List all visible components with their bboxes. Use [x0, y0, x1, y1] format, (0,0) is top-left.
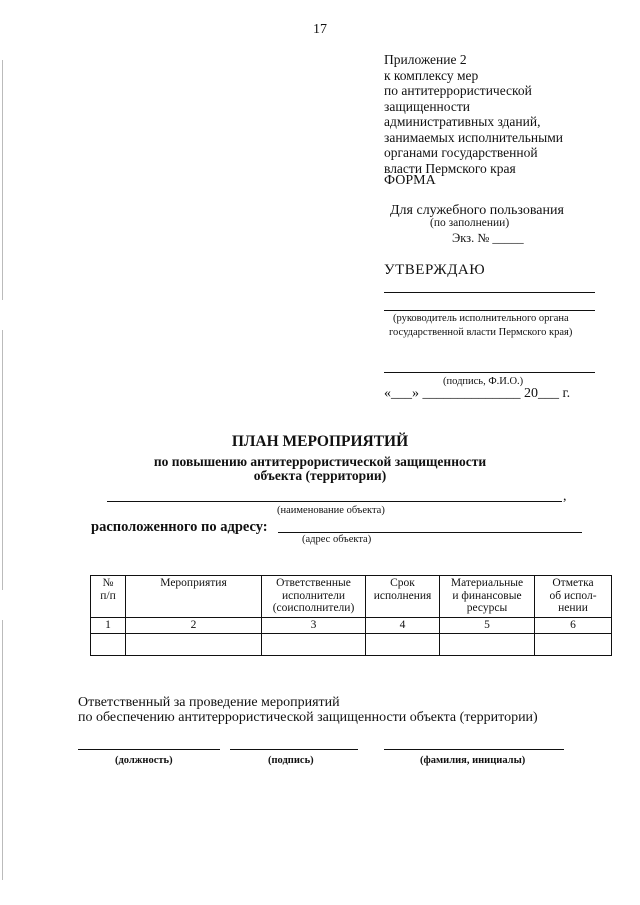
signature-line-bottom — [230, 749, 358, 750]
column-number: 3 — [262, 618, 366, 634]
appendix-line: по антитеррористической — [384, 83, 532, 98]
position-caption: (должность) — [115, 755, 173, 766]
table-cell[interactable] — [262, 633, 366, 655]
scan-margin-mark — [2, 620, 3, 880]
address-line — [278, 532, 582, 533]
object-name-comma: , — [563, 489, 567, 504]
table-cell[interactable] — [366, 633, 440, 655]
header-number: № п/п — [91, 576, 126, 618]
approver-caption: (руководитель исполнительного органа — [393, 313, 569, 324]
object-name-caption: (наименование объекта) — [277, 505, 385, 516]
approval-date-line: «___» ______________ 20___ г. — [384, 386, 571, 401]
address-caption: (адрес объекта) — [302, 534, 372, 545]
responsible-label: Ответственный за проведение мероприятий — [78, 695, 340, 710]
table-column-numbers-row — [91, 618, 612, 634]
header-completion-mark: Отметка об испол- нении — [535, 576, 612, 618]
signature-caption-bottom: (подпись) — [268, 755, 314, 766]
scan-margin-mark — [2, 60, 3, 300]
table-cell[interactable] — [126, 633, 262, 655]
address-label: расположенного по адресу: — [91, 519, 268, 535]
document-subtitle: по повышению антитеррористической защищенности — [153, 454, 487, 469]
table-cell[interactable] — [535, 633, 612, 655]
approver-line-2 — [384, 310, 595, 311]
appendix-line: Приложение 2 — [384, 52, 467, 67]
header-deadline: Срок исполнения — [366, 576, 440, 618]
document-title: ПЛАН МЕРОПРИЯТИЙ — [231, 433, 409, 450]
table-header-row — [91, 576, 612, 618]
column-number: 5 — [440, 618, 535, 634]
signature-line — [384, 372, 595, 373]
column-number: 6 — [535, 618, 612, 634]
appendix-line: защищенности — [384, 98, 470, 114]
table-cell[interactable] — [440, 633, 535, 655]
object-name-line — [107, 501, 562, 502]
restricted-use-label: Для служебного пользования — [390, 203, 564, 218]
plan-table — [90, 575, 612, 656]
responsible-label: по обеспечению антитеррористической защищенности объекта (территории) — [78, 710, 538, 725]
header-responsible: Ответственные исполнители (соисполнители) — [262, 576, 366, 618]
approver-line-1 — [384, 292, 595, 293]
name-caption: (фамилия, инициалы) — [420, 755, 526, 766]
table-cell[interactable] — [91, 633, 126, 655]
table-empty-row — [91, 633, 612, 655]
appendix-line: административных зданий, — [384, 114, 541, 129]
name-line — [384, 749, 564, 750]
appendix-line: к комплексу мер — [384, 67, 479, 83]
copy-number: Экз. № _____ — [452, 231, 524, 245]
column-number: 4 — [366, 618, 440, 634]
signature-caption: (подпись, Ф.И.О.) — [443, 376, 524, 387]
appendix-block — [384, 52, 624, 176]
appendix-line: органами государственной — [384, 145, 538, 160]
appendix-line: занимаемых исполнительными — [384, 129, 563, 145]
header-resources: Материальные и финансовые ресурсы — [440, 576, 535, 618]
column-number: 1 — [91, 618, 126, 634]
form-label: ФОРМА — [384, 173, 436, 188]
approve-heading: УТВЕРЖДАЮ — [384, 262, 486, 278]
restricted-use-note: (по заполнении) — [430, 217, 510, 229]
column-number: 2 — [126, 618, 262, 634]
position-line — [78, 749, 220, 750]
page-number: 17 — [313, 22, 327, 37]
document-subtitle: объекта (территории) — [253, 468, 387, 483]
header-activities: Мероприятия — [126, 576, 262, 618]
approver-caption: государственной власти Пермского края) — [389, 327, 573, 338]
appendix-line: власти Пермского края — [384, 160, 516, 176]
